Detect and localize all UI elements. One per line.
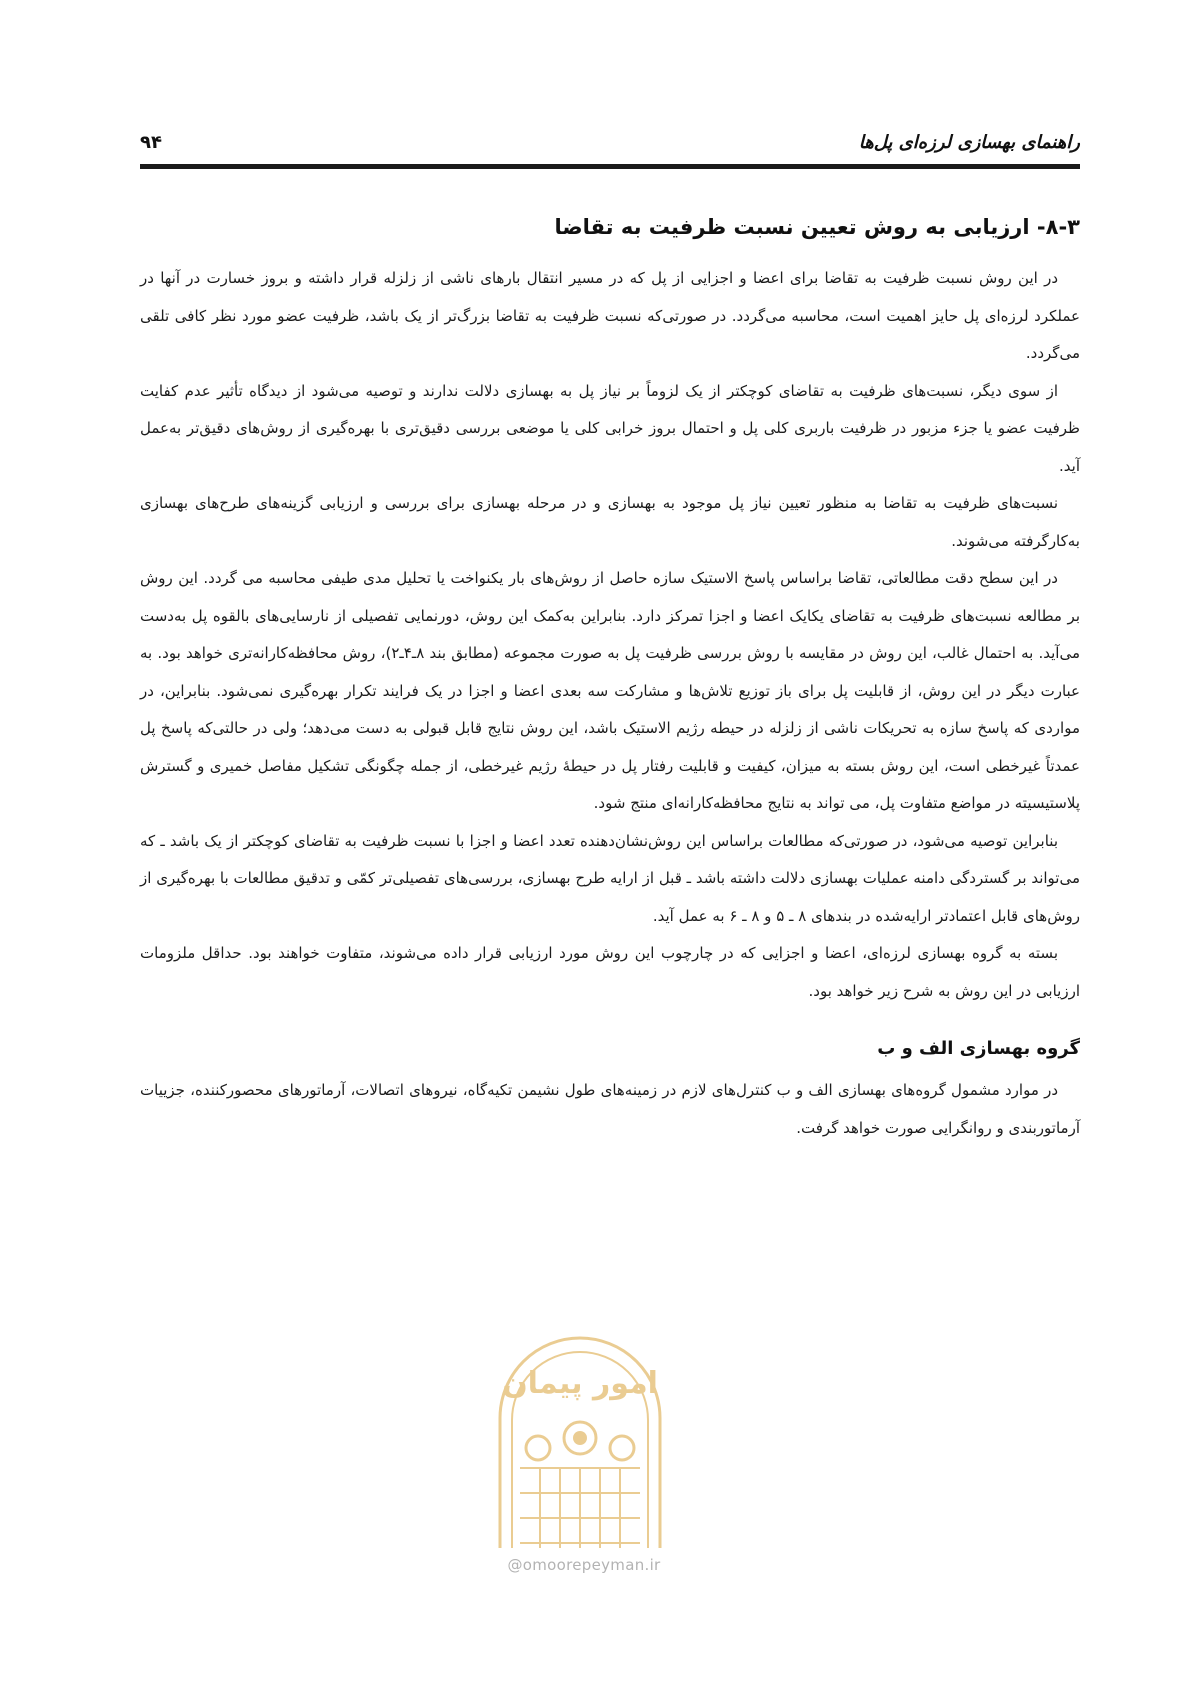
running-title: راهنمای بهسازی لرزه‌ای پل‌ها: [858, 132, 1080, 153]
section-title: ۸-۳- ارزیابی به روش تعیین نسبت ظرفیت به تقاضا: [554, 215, 1080, 239]
paragraph: از سوی دیگر، نسبت‌های ظرفیت به تقاضای کوچکتر از یک لزوماً بر نیاز پل به بهسازی دلالت ندارند و توصیه می‌شود از دیدگاه تأثیر عدم کفایت ظرفیت عضو یا جزء مزبور در ظرفیت باربری کلی پل و احتمال بروز خرابی کلی یا موضعی بررسی دقیق‌تری با بهره‌گیری از روش‌های دقیق‌تر به‌عمل آید.: [140, 381, 1080, 475]
page-number: ۹۴: [140, 132, 162, 153]
paragraph: بسته به گروه بهسازی لرزه‌ای، اعضا و اجزایی که در چارچوب این روش مورد ارزیابی قرار داده می‌شوند، متفاوت خواهند بود. حداقل ملزومات ارزیابی در این روش به شرح زیر خواهد بود.: [140, 944, 1080, 1000]
paragraph: در موارد مشمول گروه‌های بهسازی الف و ب کنترل‌های لازم در زمینه‌های طول نشیمن تکیه‌گاه، نیروهای اتصالات، آرماتورهای محصورکننده، جزییات آرماتوربندی و روانگرایی صورت خواهد گرفت.: [140, 1081, 1080, 1137]
paragraph: بنابراین توصیه می‌شود، در صورتی‌که مطالعات براساس این روش‌نشان‌دهنده تعدد اعضا و اجزا با نسبت ظرفیت به تقاضای کوچکتر از یک باشد ـ که می‌تواند بر گستردگی دامنه عملیات بهسازی دلالت داشته باشد ـ قبل از ارایه طرح بهسازی، بررسی‌های تفصیلی‌تر کمّی و تدقیق مطالعات با بهره‌گیری از روش‌های قابل اعتمادتر ارایه‌شده در بندهای ۸ ـ ۵ و ۸ ـ ۶ به عمل آید.: [140, 831, 1080, 925]
header-rule: [140, 164, 1080, 169]
watermark-logo-text: امور پیمان: [502, 1366, 658, 1401]
page-header: [140, 128, 1080, 160]
paragraph: در این روش نسبت ظرفیت به تقاضا برای اعضا و اجزایی از پل که در مسیر انتقال بارهای ناشی از زلزله قرار داشته و بروز خسارت در آنها در عملکرد لرزه‌ای پل حایز اهمیت است، محاسبه می‌گردد. در صورتی‌که نسبت ظرفیت به تقاضا بزرگ‌تر از یک باشد، ظرفیت عضو مورد نظر کافی تلقی می‌گردد.: [140, 269, 1080, 362]
paragraph: در این سطح دقت مطالعاتی، تقاضا براساس پاسخ الاستیک سازه حاصل از روش‌های بار یکنواخت یا تحلیل مدی طیفی محاسبه می گردد. این روش بر مطالعه نسبت‌های ظرفیت به تقاضای یکایک اعضا و اجزا تمرکز دارد. بنابراین به‌کمک این روش، دورنمایی تفصیلی از نارسایی‌های بالقوه پل به‌دست می‌آید. به احتمال غالب، این روش در مقایسه با روش بررسی ظرفیت پل به صورت مجموعه (مطابق بند ۸ـ۴ـ۲)، روش محافظه‌کارانه‌تری خواهد بود. به عبارت دیگر در این روش، از قابلیت پل برای باز توزیع تلاش‌ها و مشارکت سه بعدی اعضا و اجزا در یک فرایند تکرار بهره‌گیری نمی‌شود. بنابراین، در مواردی که پاسخ سازه به تحریکات ناشی از زلزله در حیطه رژیم الاستیک باشد، این روش نتایج قابل قبولی به دست می‌دهد؛ ولی در حالتی‌که پاسخ پل عمدتاً غیرخطی است، این روش بسته به میزان، کیفیت و قابلیت رفتار پل در حیطهٔ رژیم غیرخطی، از جمله چگونگی تشکیل مفاصل خمیری و گسترش پلاستیسیته در مواضع متفاوت پل، می تواند به نتایج محافظه‌کارانه‌ای منتج شود.: [140, 569, 1080, 812]
watermark-url: @omoorepeyman.ir: [507, 1556, 661, 1574]
subsection-title: گروه بهسازی الف و ب: [877, 1038, 1080, 1059]
watermark-logo: [460, 1298, 700, 1598]
page-content: [140, 210, 1080, 1147]
paragraph: نسبت‌های ظرفیت به تقاضا به منظور تعیین نیاز پل موجود به بهسازی و در مرحله بهسازی برای بررسی و ارزیابی گزینه‌های طرح‌های بهسازی به‌کارگرفته می‌شوند.: [140, 494, 1080, 550]
